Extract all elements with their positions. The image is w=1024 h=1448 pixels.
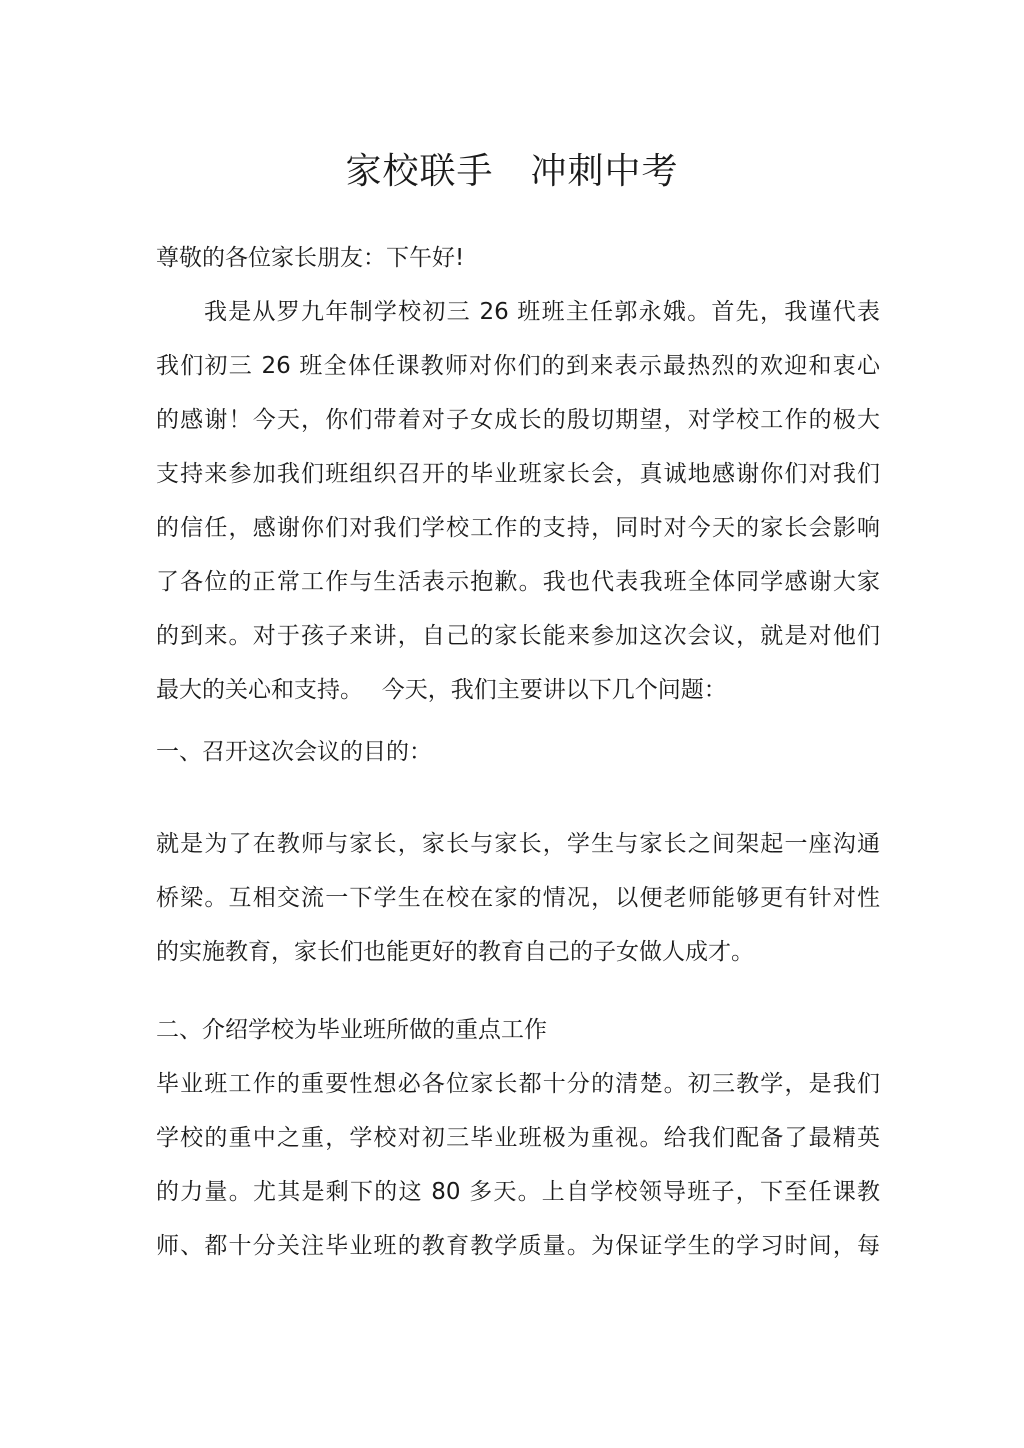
section2-line: 师、都十分关注毕业班的教育教学质量。为保证学生的学习时间，每 (156, 1233, 880, 1259)
section1-line: 就是为了在教师与家长，家长与家长，学生与家长之间架起一座沟通 (156, 831, 880, 857)
section-heading: 二、介绍学校为毕业班所做的重点工作 (156, 1017, 547, 1043)
section-heading: 一、召开这次会议的目的： (156, 739, 432, 765)
intro-line: 的到来。对于孩子来讲，自己的家长能来参加这次会议，就是对他们 (156, 623, 880, 649)
section2-line: 学校的重中之重，学校对初三毕业班极为重视。给我们配备了最精英 (156, 1125, 880, 1151)
section2-line: 毕业班工作的重要性想必各位家长都十分的清楚。初三教学，是我们 (156, 1071, 880, 1097)
intro-line: 我是从罗九年制学校初三 26 班班主任郭永娥。首先，我谨代表 (204, 299, 880, 325)
document-title: 家校联手 冲刺中考 (345, 151, 679, 192)
section2-line: 的力量。尤其是剩下的这 80 多天。上自学校领导班子，下至任课教 (156, 1179, 880, 1205)
intro-line: 最大的关心和支持。 今天，我们主要讲以下几个问题： (156, 677, 727, 703)
section1-line: 的实施教育，家长们也能更好的教育自己的子女做人成才。 (156, 939, 754, 965)
intro-line: 支持来参加我们班组织召开的毕业班家长会，真诚地感谢你们对我们 (156, 461, 880, 487)
section1-line: 桥梁。互相交流一下学生在校在家的情况，以便老师能够更有针对性 (156, 885, 880, 911)
greeting-line: 尊敬的各位家长朋友：下午好! (156, 245, 465, 271)
intro-line: 我们初三 26 班全体任课教师对你们的到来表示最热烈的欢迎和衷心 (156, 353, 880, 379)
intro-line: 的信任，感谢你们对我们学校工作的支持，同时对今天的家长会影响 (156, 515, 880, 541)
intro-line: 的感谢！今天，你们带着对子女成长的殷切期望，对学校工作的极大 (156, 407, 880, 433)
intro-line: 了各位的正常工作与生活表示抱歉。我也代表我班全体同学感谢大家 (156, 569, 880, 595)
